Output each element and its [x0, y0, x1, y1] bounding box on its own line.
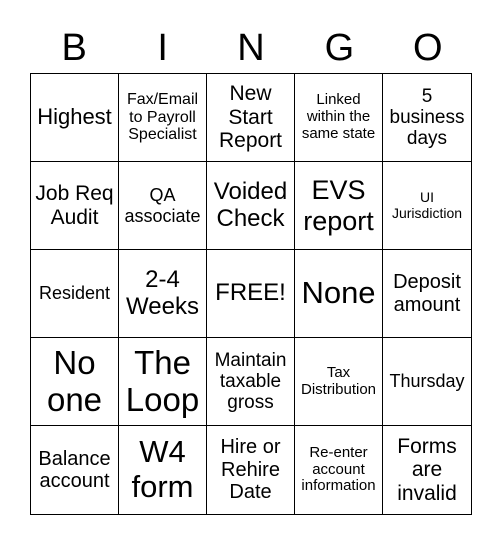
bingo-cell-b4[interactable]: No one [31, 338, 119, 426]
bingo-cell-g3[interactable]: None [295, 250, 383, 338]
header-letter-o: O [413, 27, 443, 69]
bingo-cell-b1[interactable]: Highest [31, 74, 119, 162]
bingo-cell-i1[interactable]: Fax/Email to Payroll Specialist [119, 74, 207, 162]
bingo-cell-g4[interactable]: Tax Distribution [295, 338, 383, 426]
bingo-cell-n2[interactable]: Voided Check [207, 162, 295, 250]
bingo-cell-o2[interactable]: UI Jurisdiction [383, 162, 471, 250]
bingo-cell-i2[interactable]: QA associate [119, 162, 207, 250]
bingo-header [30, 22, 472, 74]
bingo-board [30, 73, 472, 515]
bingo-cell-n4[interactable]: Maintain taxable gross [207, 338, 295, 426]
bingo-cell-b5[interactable]: Balance account [31, 426, 119, 514]
header-letter-i: I [157, 27, 168, 69]
bingo-cell-n3-free[interactable]: FREE! [207, 250, 295, 338]
header-letter-b: B [61, 27, 87, 69]
bingo-cell-n1[interactable]: New Start Report [207, 74, 295, 162]
bingo-cell-b2[interactable]: Job Req Audit [31, 162, 119, 250]
bingo-cell-o1[interactable]: 5 business days [383, 74, 471, 162]
bingo-cell-o3[interactable]: Deposit amount [383, 250, 471, 338]
bingo-cell-g1[interactable]: Linked within the same state [295, 74, 383, 162]
header-letter-n: N [237, 27, 265, 69]
bingo-cell-b3[interactable]: Resident [31, 250, 119, 338]
bingo-cell-i4[interactable]: The Loop [119, 338, 207, 426]
bingo-cell-i5[interactable]: W4 form [119, 426, 207, 514]
bingo-cell-i3[interactable]: 2-4 Weeks [119, 250, 207, 338]
bingo-cell-o4[interactable]: Thursday [383, 338, 471, 426]
header-letter-g: G [324, 27, 355, 69]
bingo-cell-o5[interactable]: Forms are invalid [397, 434, 457, 505]
bingo-cell-g2[interactable]: EVS report [295, 162, 383, 250]
bingo-cell-g5[interactable]: Re-enter account information [295, 426, 383, 514]
bingo-cell-n5[interactable]: Hire or Rehire Date [207, 426, 295, 514]
